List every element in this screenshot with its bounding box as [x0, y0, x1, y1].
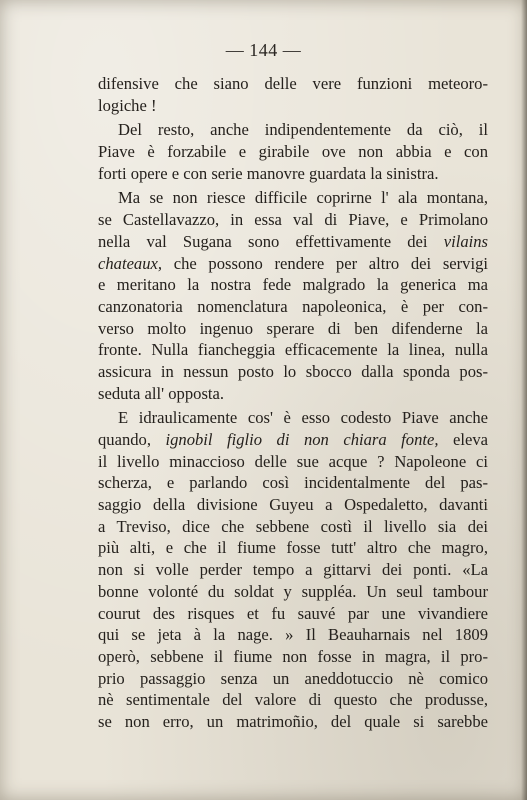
paragraph	[98, 187, 488, 404]
text-line: saggio della divisione Guyeu a Ospedaletto, davanti	[98, 495, 488, 515]
italic-phrase: vilains	[443, 231, 488, 251]
text-line: operò, sebbene il fiume non fosse in magra, il pro-	[98, 646, 488, 666]
text-line: scherza, e parlando così incidentalmente del pas-	[98, 473, 488, 493]
text-line: Del resto, anche indipendentemente da ciò, il	[118, 120, 488, 140]
text-line: seduta all' opposta.	[98, 383, 225, 403]
text-line: verso molto ingenuo sperare di ben difenderne la	[98, 318, 488, 338]
text-segment: eleva	[438, 430, 488, 449]
text-line: se non erro, un matrimoñio, del quale si sarebbe	[98, 711, 488, 731]
paragraph	[98, 73, 488, 116]
text-line	[98, 231, 488, 253]
text-line: qui se jeta à la nage. » Il Beauharnais nel 1809	[98, 625, 488, 645]
text-line: se Castellavazzo, in essa val di Piave, e Primolano	[98, 210, 488, 230]
text-line: Piave è forzabile e girabile ove non abbia e con	[98, 142, 488, 162]
paragraph	[98, 407, 488, 732]
page-number: — 144 —	[225, 40, 302, 60]
text-line: difensive che siano delle vere funzioni meteoro-	[98, 74, 488, 93]
text-line: canzonatoria nomenclatura napoleonica, è per con-	[98, 296, 488, 316]
text-line: courut des risques et fu sauvé par une vivandiere	[98, 603, 488, 623]
paragraph	[98, 119, 488, 184]
text-line: nè sentimentale del valore di questo che produsse,	[98, 690, 488, 710]
text-line: prio passaggio senza un aneddotuccio nè comico	[98, 668, 488, 688]
text-line: bonne volonté du soldat y suppléa. Un seul tambour	[98, 581, 488, 601]
text-line	[98, 429, 488, 451]
body-text	[98, 73, 488, 733]
italic-phrase: chateaux,	[98, 253, 163, 273]
text-segment: nella val Sugana sono effettivamente dei	[98, 231, 444, 251]
text-line: fronte. Nulla fiancheggia efficacemente la linea, nulla	[98, 340, 488, 360]
text-segment: che possono rendere per altro dei servigi	[162, 253, 488, 273]
text-line	[98, 253, 488, 275]
text-line: logiche !	[98, 95, 157, 115]
text-line: il livello minaccioso delle sue acque ? Napoleone ci	[98, 451, 488, 471]
text-line: assicura in nessun posto lo sbocco dalla sponda pos-	[98, 361, 488, 381]
page-edge-shadow	[521, 0, 527, 800]
text-line: a Treviso, dice che sebbene costì il livello sia dei	[98, 516, 488, 536]
text-line: E idraulicamente cos' è esso codesto Piave anche	[118, 408, 488, 428]
text-line: non si volle perder tempo a gittarvi dei ponti. «La	[98, 560, 488, 580]
text-line: e meritano la nostra fede malgrado la generica ma	[98, 275, 488, 295]
text-line: più alti, e che il fiume fosse tutt' altro che magro,	[98, 538, 488, 558]
text-segment: quando,	[98, 430, 166, 449]
text-line: forti opere e con serie manovre guardata la sinistra.	[98, 163, 439, 183]
text-line: Ma se non riesce difficile coprirne l' ala montana,	[118, 188, 488, 208]
italic-phrase: ignobil figlio di non chiara fonte,	[165, 430, 439, 449]
